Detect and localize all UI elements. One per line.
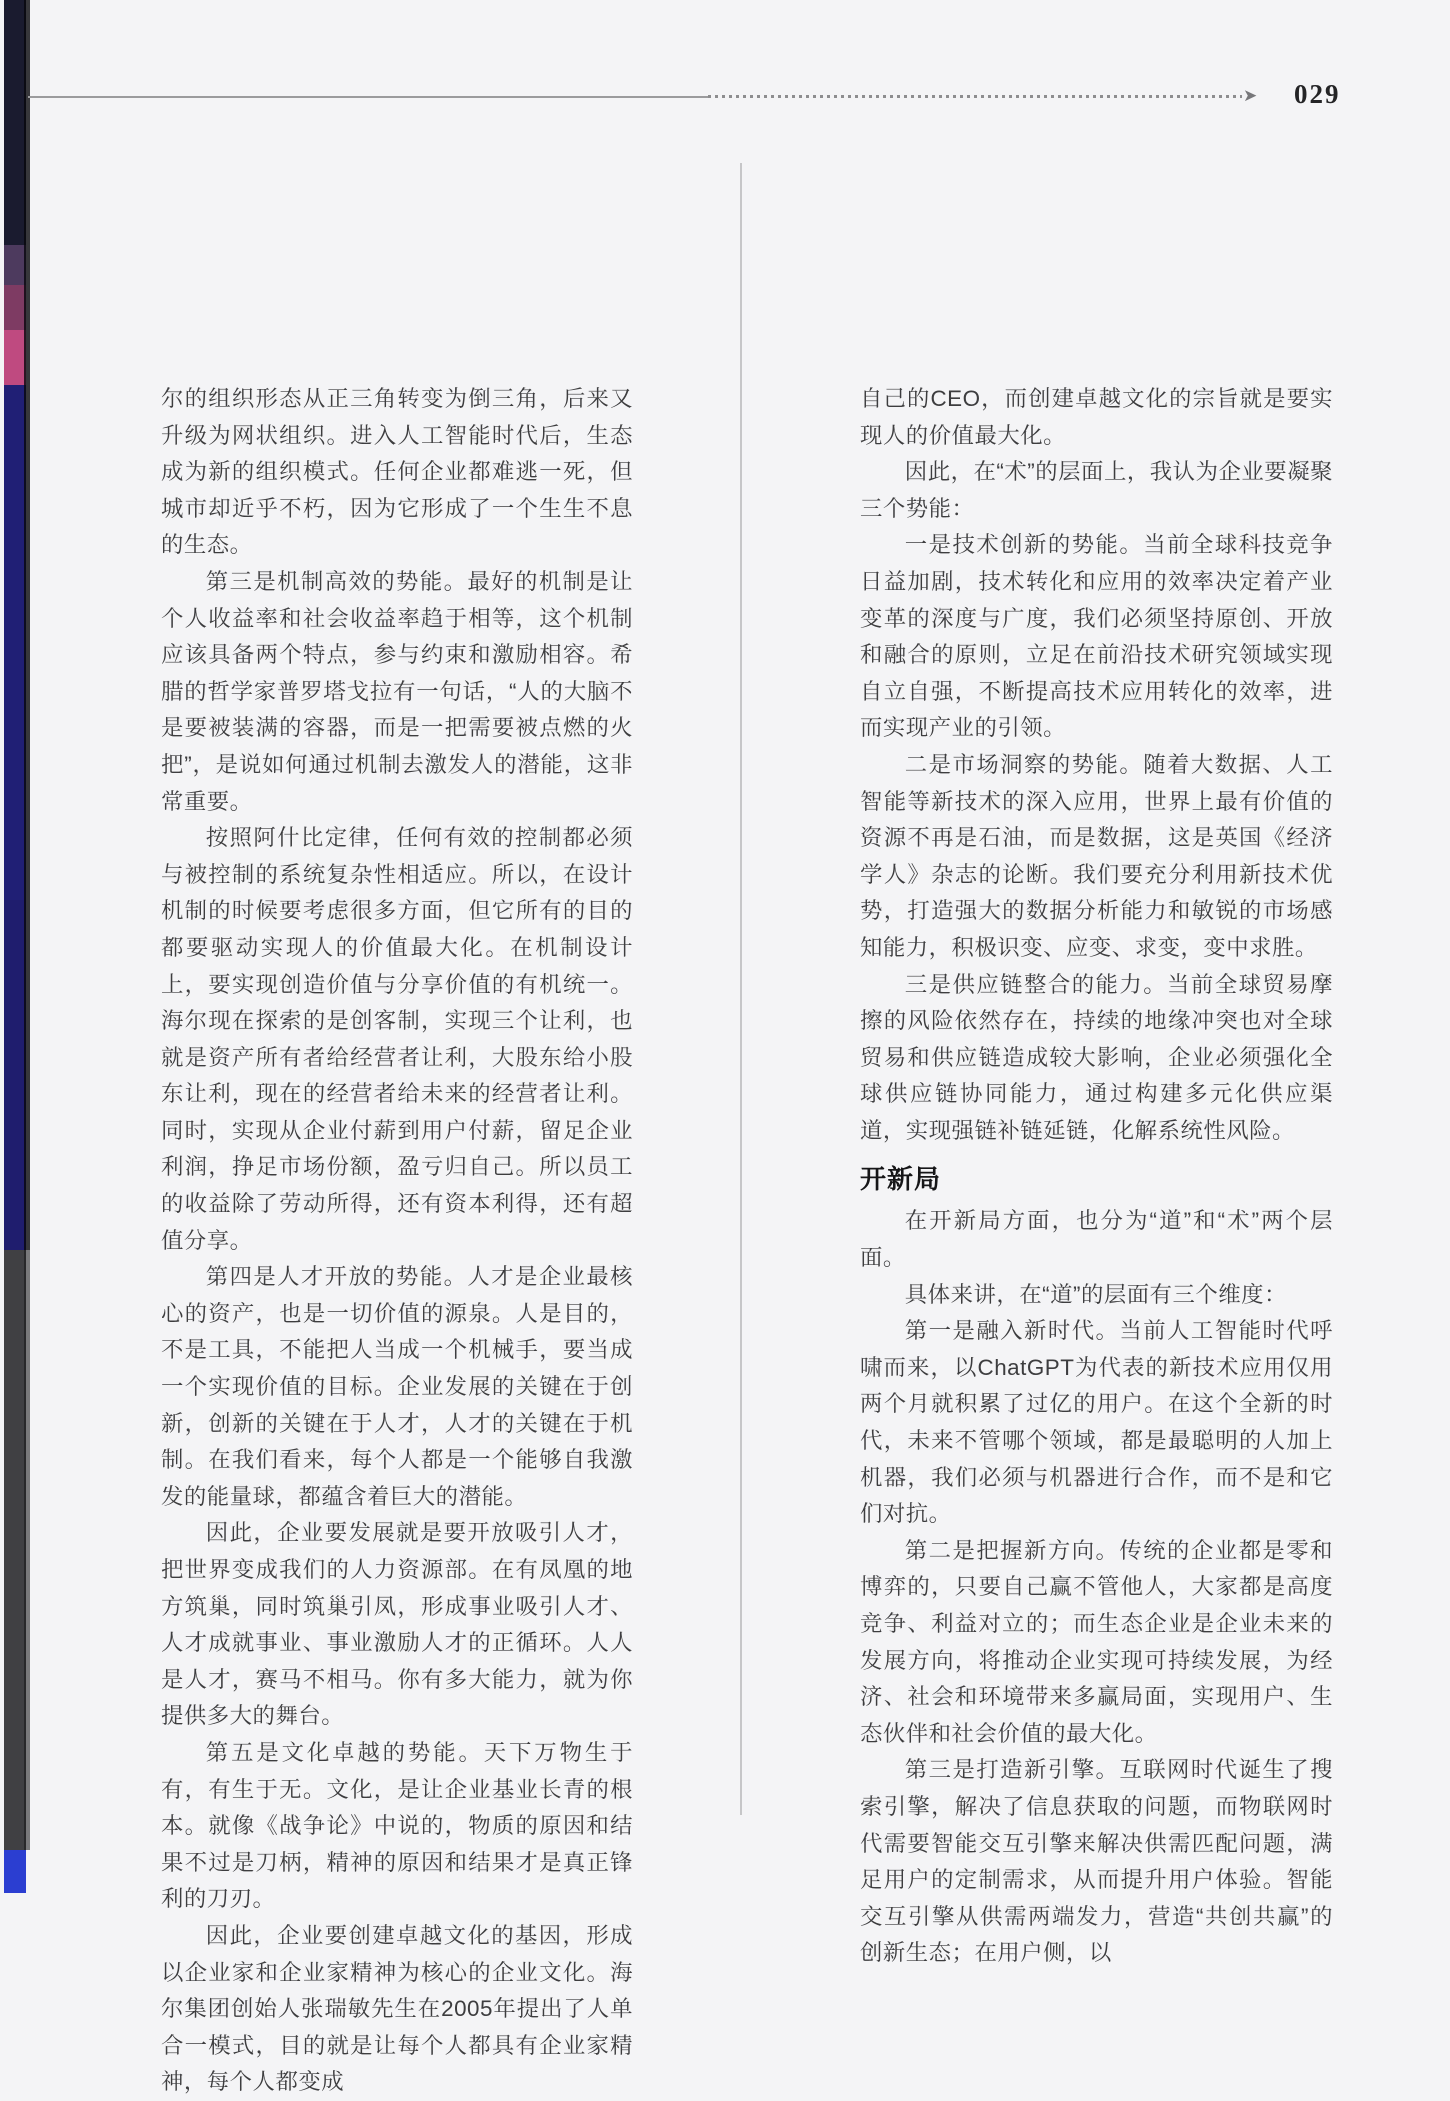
arrow-right-icon: ➤ [1243,86,1258,105]
spine-segment [4,1250,26,1850]
paragraph: 在开新局方面，也分为“道”和“术”两个层面。 [860,1208,1333,1271]
paragraph: 第三是机制高效的势能。最好的机制是让个人收益率和社会收益率趋于相等，这个机制应该具备两个特点，参与约束和激励相容。希腊的哲学家普罗塔戈拉有一句话，“人的大脑不是要被装满的容器，而是一把需要被点燃的火把”，是说如何通过机制去激发人的潜能，这非常重要。 [161,568,633,814]
paragraph: 因此，在“术”的层面上，我认为企业要凝聚三个势能： [860,459,1333,521]
paragraph: 具体来讲，在“道”的层面有三个维度： [904,1281,1287,1307]
paragraph: 第四是人才开放的势能。人才是企业最核心的资产，也是一切价值的源泉。人是目的，不是工具，不能把人当成一个机械手，要当成一个实现价值的目标。企业发展的关键在于创新，创新的关键在于人才，人才的关键在于机制。在我们看来，每个人都是一个能够自我激发的能量球，都蕴含着巨大的潜能。 [161,1264,633,1509]
spine-shadow-edge [24,1250,30,1850]
spine-segment [4,285,26,330]
paragraph: 自己的CEO，而创建卓越文化的宗旨就是要实现人的价值最大化。 [860,386,1333,448]
spine-segment [4,330,26,385]
paragraph: 因此，企业要发展就是要开放吸引人才，把世界变成我们的人力资源部。在有凤凰的地方筑巢，同时筑巢引凤，形成事业吸引人才、人才成就事业、事业激励人才的正循环。人人是人才，赛马不相马。你有多大能力，就为你提供多大的舞台。 [161,1520,633,1729]
spine-segment [4,385,26,900]
column-divider [740,163,742,1815]
paragraph: 第二是把握新方向。传统的企业都是零和博弈的，只要自己赢不管他人，大家都是高度竞争、利益对立的；而生态企业是企业未来的发展方向，将推动企业实现可持续发展，为经济、社会和环境带来多赢局面，实现用户、生态伙伴和社会价值的最大化。 [860,1537,1333,1746]
left-column [161,381,633,2101]
paragraph: 一是技术创新的势能。当前全球科技竞争日益加剧，技术转化和应用的效率决定着产业变革的深度与广度，我们必须坚持原创、开放和融合的原则，立足在前沿技术研究领域实现自立自强，不断提高技术应用转化的效率，进而实现产业的引领。 [860,532,1333,741]
paragraph: 第五是文化卓越的势能。天下万物生于有，有生于无。文化，是让企业基业长青的根本。就像《战争论》中说的，物质的原因和结果不过是刀柄，精神的原因和结果才是真正锋利的刀刃。 [161,1739,633,1912]
paragraph: 因此，企业要创建卓越文化的基因，形成以企业家和企业家精神为核心的企业文化。海尔集团创始人张瑞敏先生在2005年提出了人单合一模式，目的就是让每个人都具有企业家精神，每个人都变成 [161,1922,633,2095]
paragraph: 二是市场洞察的势能。随着大数据、人工智能等新技术的深入应用，世界上最有价值的资源不再是石油，而是数据，这是英国《经济学人》杂志的论断。我们要充分利用新技术优势，打造强大的数据分析能力和敏锐的市场感知能力，积极识变、应变、求变，变中求胜。 [860,751,1333,960]
spine-segment [4,245,26,285]
header-rule-solid [28,96,708,98]
spine-segment [4,1850,26,1893]
paragraph: 第一是融入新时代。当前人工智能时代呼啸而来，以ChatGPT为代表的新技术应用仅用两个月就积累了过亿的用户。在这个全新的时代，未来不管哪个领域，都是最聪明的人加上机器，我们必须与机器进行合作，而不是和它们对抗。 [860,1318,1333,1527]
spine-segment [4,900,26,1250]
paragraph: 三是供应链整合的能力。当前全球贸易摩擦的风险依然存在，持续的地缘冲突也对全球贸易和供应链造成较大影响，企业必须强化全球供应链协同能力，通过构建多元化供应渠道，实现强链补链延链，化解系统性风险。 [860,971,1333,1143]
right-column [860,381,1333,1972]
paragraph: 按照阿什比定律，任何有效的控制都必须与被控制的系统复杂性相适应。所以，在设计机制的时候要考虑很多方面，但它所有的目的都要驱动实现人的价值最大化。在机制设计上，要实现创造价值与分享价值的有机统一。海尔现在探索的是创客制，实现三个让利，也就是资产所有者给经营者让利，大股东给小股东让利，现在的经营者给未来的经营者让利。同时，实现从企业付薪到用户付薪，留足企业利润，挣足市场份额，盈亏归自己。所以员工的收益除了劳动所得，还有资本利得，还有超值分享。 [161,825,633,1253]
paragraph: 尔的组织形态从正三角转变为倒三角，后来又升级为网状组织。进入人工智能时代后，生态成为新的组织模式。任何企业都难逃一死，但城市却近乎不朽，因为它形成了一个生生不息的生态。 [161,386,633,558]
page-number: 029 [1294,79,1341,109]
header-rule-dotted [708,95,1242,98]
paragraph: 第三是打造新引擎。互联网时代诞生了搜索引擎，解决了信息获取的问题，而物联网时代需要智能交互引擎来解决供需匹配问题，满足用户的定制需求，从而提升用户体验。智能交互引擎从供需两端发力，营造“共创共赢”的创新生态；在用户侧，以 [860,1757,1333,1966]
section-heading: 开新局 [860,1164,942,1195]
spine-segment [4,0,26,245]
spine-shadow-edge [24,0,30,1250]
